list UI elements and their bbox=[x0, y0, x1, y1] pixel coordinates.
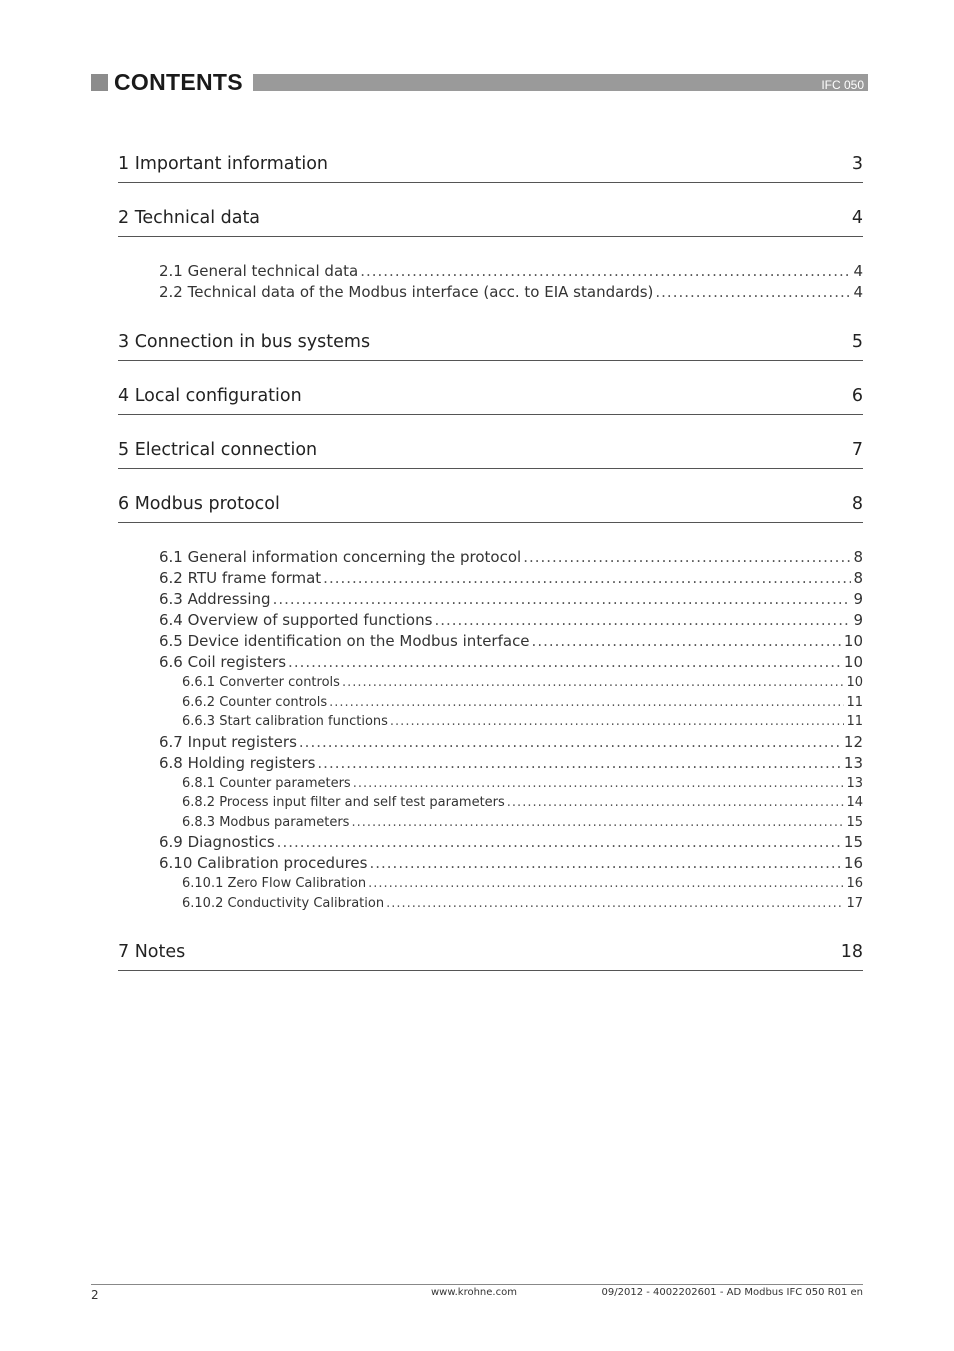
toc-section-list bbox=[118, 237, 863, 321]
toc-section[interactable] bbox=[118, 631, 863, 652]
dot-leader bbox=[390, 712, 845, 732]
chapter-title: 7 Notes bbox=[118, 942, 186, 962]
dot-leader bbox=[360, 261, 851, 282]
toc-section[interactable] bbox=[118, 547, 863, 568]
section-page-number: 8 bbox=[853, 569, 863, 587]
section-title: 6.8.1 Counter parameters bbox=[182, 775, 351, 791]
section-page-number: 16 bbox=[846, 876, 863, 891]
section-page-number: 11 bbox=[846, 714, 863, 729]
section-page-number: 16 bbox=[843, 854, 863, 872]
toc-section[interactable] bbox=[118, 568, 863, 589]
dot-leader bbox=[507, 793, 845, 813]
toc-section[interactable] bbox=[118, 832, 863, 853]
product-name: IFC 050 bbox=[821, 78, 864, 92]
section-title: 6.10 Calibration procedures bbox=[159, 854, 368, 872]
section-title: 6.8.2 Process input filter and self test parameters bbox=[182, 795, 505, 810]
toc-section[interactable] bbox=[118, 261, 863, 282]
toc-section[interactable] bbox=[118, 853, 863, 874]
section-title: 6.10.1 Zero Flow Calibration bbox=[182, 876, 367, 891]
page-footer bbox=[91, 1284, 863, 1302]
section-title: 6.8 Holding registers bbox=[159, 753, 316, 772]
toc-chapter[interactable] bbox=[118, 321, 863, 361]
chapter-page-number: 3 bbox=[851, 154, 863, 174]
toc-subsection[interactable] bbox=[118, 774, 863, 794]
dot-leader bbox=[323, 568, 851, 589]
dot-leader bbox=[434, 610, 851, 631]
toc-subsection[interactable] bbox=[118, 693, 863, 713]
section-title: 6.9 Diagnostics bbox=[159, 833, 275, 851]
chapter-title: 6 Modbus protocol bbox=[118, 494, 280, 514]
section-title: 6.6.1 Converter controls bbox=[182, 675, 340, 690]
section-page-number: 9 bbox=[853, 590, 863, 608]
chapter-page-number: 4 bbox=[851, 208, 863, 228]
chapter-page-number: 6 bbox=[851, 386, 863, 406]
toc-section[interactable] bbox=[118, 652, 863, 673]
section-page-number: 13 bbox=[843, 753, 863, 772]
dot-leader bbox=[273, 589, 852, 610]
toc-section-list bbox=[118, 523, 863, 931]
section-title: 6.1 General information concerning the protocol bbox=[159, 548, 522, 566]
section-title: 6.3 Addressing bbox=[159, 590, 271, 608]
section-title: 6.10.2 Conductivity Calibration bbox=[182, 895, 385, 911]
section-title: 2.2 Technical data of the Modbus interface (acc. to EIA standards) bbox=[159, 283, 654, 301]
dot-leader bbox=[368, 874, 844, 894]
dot-leader bbox=[288, 652, 842, 673]
toc-subsection[interactable] bbox=[118, 894, 863, 914]
section-page-number: 4 bbox=[853, 283, 863, 301]
toc-chapter[interactable] bbox=[118, 429, 863, 469]
chapter-page-number: 7 bbox=[851, 440, 863, 460]
dot-leader bbox=[277, 832, 842, 853]
page-title: CONTENTS bbox=[114, 69, 243, 95]
toc-section[interactable] bbox=[118, 589, 863, 610]
toc-subsection[interactable] bbox=[118, 813, 863, 833]
chapter-title: 2 Technical data bbox=[118, 208, 261, 228]
dot-leader bbox=[523, 547, 851, 568]
dot-leader bbox=[353, 774, 845, 794]
toc-chapter[interactable] bbox=[118, 375, 863, 415]
toc-section[interactable] bbox=[118, 282, 863, 303]
dot-leader bbox=[532, 631, 842, 652]
section-page-number: 17 bbox=[846, 895, 863, 911]
section-page-number: 4 bbox=[853, 262, 863, 280]
section-title: 6.4 Overview of supported functions bbox=[159, 611, 433, 629]
toc-section[interactable] bbox=[118, 610, 863, 631]
section-page-number: 13 bbox=[846, 775, 863, 791]
footer-document-reference: 09/2012 - 4002202601 - AD Modbus IFC 050 R01 en bbox=[601, 1287, 863, 1298]
toc-section[interactable] bbox=[118, 732, 863, 753]
section-page-number: 10 bbox=[843, 632, 863, 650]
dot-leader bbox=[351, 813, 844, 833]
footer-page-number: 2 bbox=[91, 1288, 99, 1302]
dot-leader bbox=[386, 894, 844, 914]
section-page-number: 10 bbox=[846, 675, 863, 690]
chapter-page-number: 18 bbox=[840, 942, 863, 962]
toc-subsection[interactable] bbox=[118, 673, 863, 693]
header-square-marker bbox=[91, 74, 108, 91]
dot-leader bbox=[369, 853, 841, 874]
section-title: 2.1 General technical data bbox=[159, 262, 359, 280]
chapter-title: 3 Connection in bus systems bbox=[118, 332, 371, 352]
toc-subsection[interactable] bbox=[118, 712, 863, 732]
section-page-number: 11 bbox=[846, 694, 863, 710]
header-bar bbox=[253, 74, 868, 91]
dot-leader bbox=[655, 282, 851, 303]
dot-leader bbox=[299, 732, 842, 753]
section-title: 6.8.3 Modbus parameters bbox=[182, 814, 350, 830]
chapter-title: 4 Local configuration bbox=[118, 386, 302, 406]
section-page-number: 10 bbox=[843, 653, 863, 671]
dot-leader bbox=[317, 753, 842, 774]
dot-leader bbox=[342, 673, 845, 693]
section-title: 6.7 Input registers bbox=[159, 732, 297, 751]
section-page-number: 9 bbox=[853, 611, 863, 629]
section-title: 6.6.2 Counter controls bbox=[182, 694, 328, 710]
page-header bbox=[91, 69, 868, 95]
chapter-title: 1 Important information bbox=[118, 154, 329, 174]
section-page-number: 8 bbox=[853, 548, 863, 566]
section-title: 6.5 Device identification on the Modbus interface bbox=[159, 632, 530, 650]
section-title: 6.2 RTU frame format bbox=[159, 569, 322, 587]
section-title: 6.6 Coil registers bbox=[159, 653, 287, 671]
chapter-page-number: 8 bbox=[851, 494, 863, 514]
section-page-number: 14 bbox=[846, 795, 863, 810]
toc-chapter[interactable] bbox=[118, 931, 863, 971]
toc-chapter[interactable] bbox=[118, 483, 863, 523]
section-page-number: 15 bbox=[843, 833, 863, 851]
dot-leader bbox=[329, 693, 844, 713]
toc-section[interactable] bbox=[118, 753, 863, 774]
table-of-contents bbox=[118, 143, 863, 971]
chapter-page-number: 5 bbox=[851, 332, 863, 352]
section-title: 6.6.3 Start calibration functions bbox=[182, 714, 388, 729]
toc-chapter[interactable] bbox=[118, 197, 863, 237]
section-page-number: 15 bbox=[846, 814, 863, 830]
chapter-title: 5 Electrical connection bbox=[118, 440, 318, 460]
toc-chapter[interactable] bbox=[118, 143, 863, 183]
footer-url: www.krohne.com bbox=[431, 1287, 517, 1298]
toc-subsection[interactable] bbox=[118, 793, 863, 813]
toc-subsection[interactable] bbox=[118, 874, 863, 894]
section-page-number: 12 bbox=[843, 732, 863, 751]
